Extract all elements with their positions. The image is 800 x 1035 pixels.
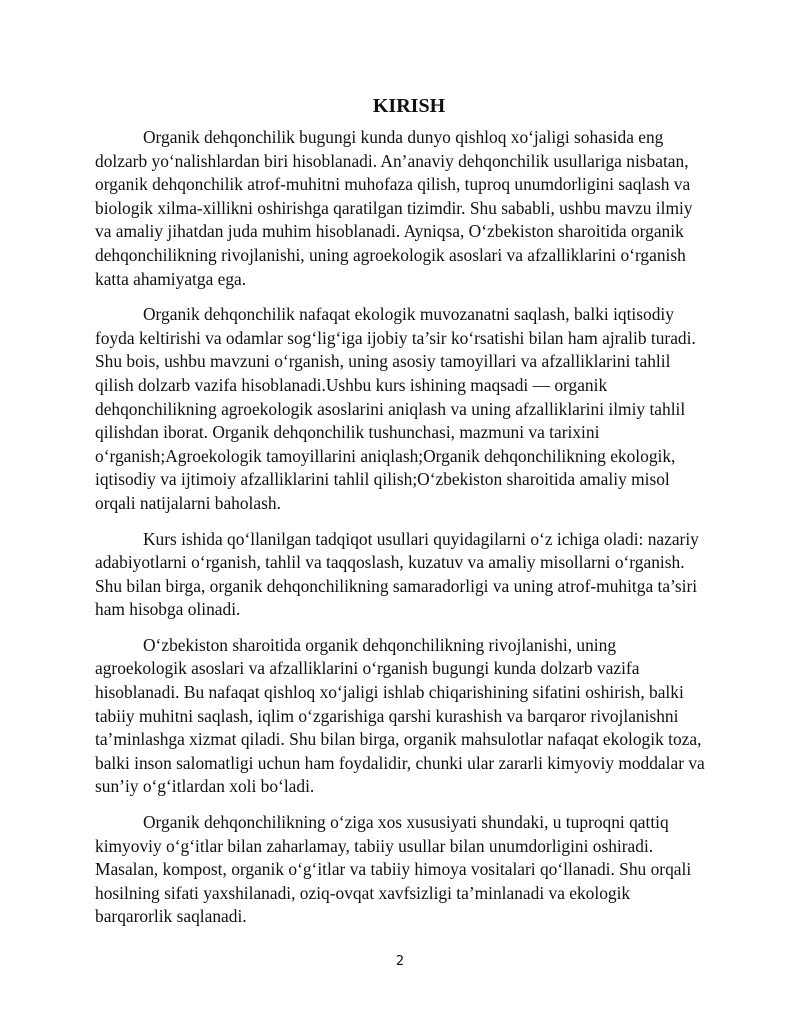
paragraph-4: O‘zbekiston sharoitida organik dehqonchilikning rivojlanishi, uning agroekologik asoslari va afzalliklarini o‘rganish bugungi kunda dolzarb vazifa hisoblanadi. Bu nafaqat qishloq xo‘jaligi ishlab chiqarishining sifatini oshirish, balki tabiiy muhitni saqlash, iqlim o‘zgarishiga qarshi kurashish va barqaror rivojlanishni ta’minlashga xizmat qiladi. Shu bilan birga, organik mahsulotlar nafaqat ekologik toza, balki inson salomatligi uchun ham foydalidir, chunki ular zararli kimyoviy moddalar va sun’iy o‘g‘itlardan xoli bo‘ladi. <box>95 634 705 797</box>
page-number: 2 <box>395 954 405 969</box>
paragraph-2: Organik dehqonchilik nafaqat ekologik muvozanatni saqlash, balki iqtisodiy foyda keltirishi va odamlar sog‘lig‘iga ijobiy ta’sir ko‘rsatishi bilan ham ajralib turadi. Shu bois, ushbu mavzuni o‘rganish, uning asosiy tamoyillari va afzalliklarini tahlil qilish dolzarb vazifa hisoblanadi.Ushbu kurs ishining maqsadi — organik dehqonchilikning agroekologik asoslarini aniqlash va uning afzalliklarini ilmiy tahlil qilishdan iborat. Organik dehqonchilik tushunchasi, mazmuni va tarixini o‘rganish;Agroekologik tamoyillarini aniqlash;Organik dehqonchilikning ekologik, iqtisodiy va ijtimoiy afzalliklarini tahlil qilish;O‘zbekiston sharoitida amaliy misol orqali natijalarni baholash. <box>95 304 696 513</box>
paragraph-3: Kurs ishida qo‘llanilgan tadqiqot usullari quyidagilarni o‘z ichiga oladi: nazariy adabiyotlarni o‘rganish, tahlil va taqqoslash, kuzatuv va amaliy misollarni o‘rganish. Shu bilan birga, organik dehqonchilikning samaradorligi va uning atrof-muhitga ta’siri ham hisobga olinadi. <box>95 528 699 620</box>
section-title: KIRISH <box>372 95 446 117</box>
paragraph-1: Organik dehqonchilik bugungi kunda dunyo qishloq xo‘jaligi sohasida eng dolzarb yo‘nalishlardan biri hisoblanadi. An’anaviy dehqonchilik usullariga nisbatan, organik dehqonchilik atrof-muhitni muhofaza qilish, tuproq unumdorligini saqlash va biologik xilma-xillikni oshirishga qaratilgan tizimdir. Shu sababli, ushbu mavzu ilmiy va amaliy jihatdan juda muhim hisoblanadi. Ayniqsa, O‘zbekiston sharoitida organik dehqonchilikning rivojlanishi, uning agroekologik asoslari va afzalliklarini o‘rganish katta ahamiyatga ega. <box>95 127 693 289</box>
page-content <box>95 92 707 941</box>
paragraph-5: Organik dehqonchilikning o‘ziga xos xususiyati shundaki, u tuproqni qattiq kimyoviy o‘g‘itlar bilan zaharlamay, tabiiy usullar bilan unumdorligini oshiradi. Masalan, kompost, organik o‘g‘itlar va tabiiy himoya vositalari qo‘llanadi. Shu orqali hosilning sifati yaxshilanadi, oziq-ovqat xavfsizligi ta’minlanadi va ekologik barqarorlik saqlanadi. <box>95 812 692 927</box>
